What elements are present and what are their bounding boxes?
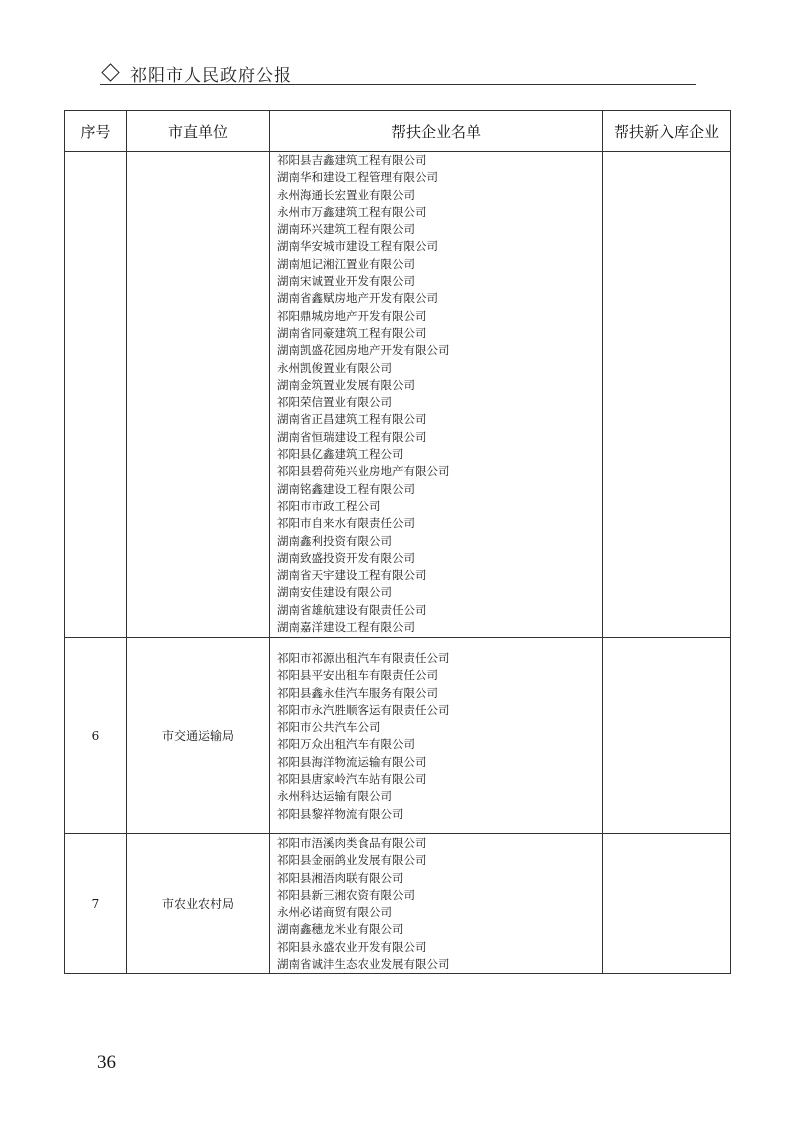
company-name: 湖南省鑫赋房地产开发有限公司: [277, 291, 438, 306]
company-name: 祁阳县金丽鸽业发展有限公司: [277, 853, 427, 868]
page-number: 36: [97, 1052, 116, 1073]
table-row: [65, 834, 731, 974]
company-name: 湖南省恒瑞建设工程有限公司: [277, 429, 427, 444]
company-name: 湖南省诚沣生态农业发展有限公司: [277, 957, 450, 972]
company-name: 湖南鑫穗龙米业有限公司: [277, 922, 404, 937]
company-name: 湖南嘉洋建设工程有限公司: [277, 620, 415, 635]
company-name: 祁阳市浯溪肉类食品有限公司: [277, 836, 427, 850]
company-name: 湖南省同豪建筑工程有限公司: [277, 325, 427, 340]
bulletin-header: [100, 60, 696, 86]
row-index: 6: [65, 638, 127, 834]
table-row: [65, 152, 731, 638]
table-header-row: [65, 111, 731, 152]
company-name: 湖南旭记湘江置业有限公司: [277, 256, 415, 271]
row-index: [65, 152, 127, 638]
header-index: 序号: [65, 111, 127, 152]
company-name: 湖南安佳建设有限公司: [277, 585, 392, 600]
company-name: 祁阳市自来水有限责任公司: [277, 516, 415, 531]
row-index: 7: [65, 834, 127, 974]
company-name: 祁阳市永汽胜顺客运有限责任公司: [277, 702, 450, 717]
company-name: 湖南省雄航建设有限责任公司: [277, 602, 427, 617]
company-name: 祁阳县湘浯肉联有限公司: [277, 870, 404, 885]
company-name: 祁阳市市政工程公司: [277, 498, 381, 513]
company-name: 祁阳市公共汽车公司: [277, 720, 381, 735]
diamond-icon: [101, 63, 119, 81]
row-new-company: [603, 152, 731, 638]
row-unit: 市农业农村局: [127, 834, 270, 974]
company-name: 祁阳荣信置业有限公司: [277, 395, 392, 410]
company-name: 祁阳万众出租汽车有限公司: [277, 737, 415, 752]
header-companies: 帮扶企业名单: [270, 111, 603, 152]
row-company-list: [270, 834, 603, 974]
header-unit: 市直单位: [127, 111, 270, 152]
company-name: 祁阳县亿鑫建筑工程公司: [277, 447, 404, 462]
company-name: 祁阳县唐家岭汽车站有限公司: [277, 772, 427, 787]
company-name: 湖南凯盛花园房地产开发有限公司: [277, 343, 450, 358]
company-name: 湖南省天宇建设工程有限公司: [277, 568, 427, 583]
table-row: [65, 638, 731, 834]
row-unit: 市交通运输局: [127, 638, 270, 834]
row-company-list: [270, 152, 603, 638]
row-new-company: [603, 834, 731, 974]
company-name: 永州必诺商贸有限公司: [277, 905, 392, 920]
company-name: 湖南金筑置业发展有限公司: [277, 377, 415, 392]
row-new-company: [603, 638, 731, 834]
header-rule: [100, 84, 696, 85]
company-name: 祁阳县海洋物流运输有限公司: [277, 754, 427, 769]
company-name: 永州凯俊置业有限公司: [277, 360, 392, 375]
company-name: 祁阳县鑫永佳汽车服务有限公司: [277, 685, 438, 700]
company-name: 永州科达运输有限公司: [277, 789, 392, 804]
company-name: 祁阳市祁源出租汽车有限责任公司: [277, 651, 450, 665]
company-name: 祁阳县吉鑫建筑工程有限公司: [277, 153, 427, 167]
row-company-list: [270, 638, 603, 834]
row-unit: [127, 152, 270, 638]
company-name: 湖南省正昌建筑工程有限公司: [277, 412, 427, 427]
company-name: 湖南华和建设工程管理有限公司: [277, 170, 438, 185]
header-new-companies: 帮扶新入库企业: [603, 111, 731, 152]
bulletin-title: 祁阳市人民政府公报: [130, 66, 292, 86]
company-name: 湖南华安城市建设工程有限公司: [277, 239, 438, 254]
company-name: 湖南致盛投资开发有限公司: [277, 550, 415, 565]
company-name: 祁阳县新三湘农资有限公司: [277, 887, 415, 902]
company-name: 湖南鑫利投资有限公司: [277, 533, 392, 548]
company-name: 祁阳县平安出租车有限责任公司: [277, 668, 438, 683]
company-name: 祁阳县永盛农业开发有限公司: [277, 939, 427, 954]
company-name: 祁阳县碧荷苑兴业房地产有限公司: [277, 464, 450, 479]
company-name: 湖南环兴建筑工程有限公司: [277, 222, 415, 237]
company-name: 永州海通长宏置业有限公司: [277, 187, 415, 202]
enterprise-support-table: [64, 110, 731, 974]
company-name: 祁阳鼎城房地产开发有限公司: [277, 308, 427, 323]
company-name: 祁阳县黎祥物流有限公司: [277, 806, 404, 821]
company-name: 湖南铭鑫建设工程有限公司: [277, 481, 415, 496]
company-name: 永州市万鑫建筑工程有限公司: [277, 204, 427, 219]
company-name: 湖南宋诚置业开发有限公司: [277, 274, 415, 289]
